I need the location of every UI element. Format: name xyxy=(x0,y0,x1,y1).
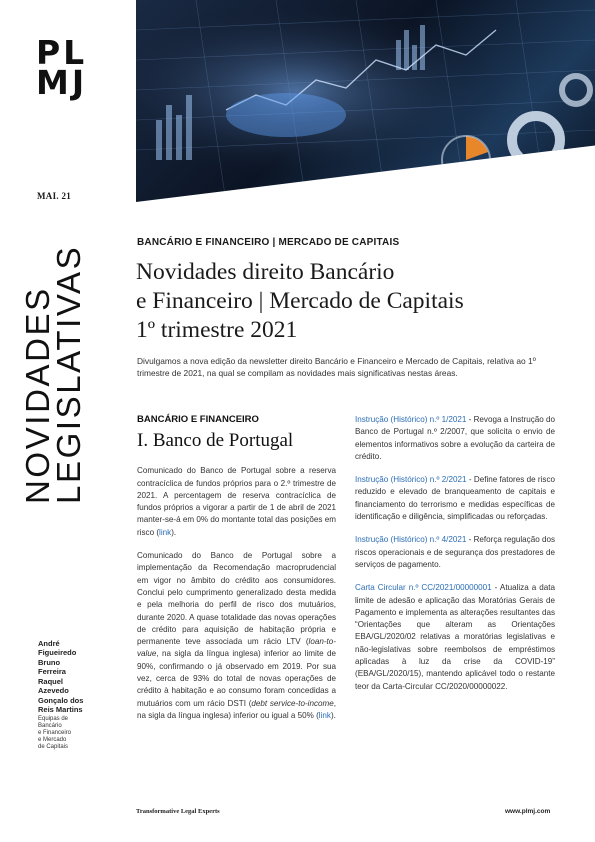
footer-tagline: Transformative Legal Experts xyxy=(136,808,220,815)
title-line: e Financeiro | Mercado de Capitais xyxy=(136,288,464,314)
left-column xyxy=(137,414,336,733)
list-item xyxy=(355,534,555,571)
title-line: Novidades direito Bancário xyxy=(136,259,395,285)
section-heading: I. Banco de Portugal xyxy=(137,430,294,452)
list-item xyxy=(355,474,555,523)
paragraph-text: , na sigla da língua inglesa) inferior ou igual a 50% ( xyxy=(137,698,336,720)
author xyxy=(38,640,108,657)
logo-bottom: MJ xyxy=(36,63,88,102)
author-last: Figueiredo xyxy=(38,647,77,657)
author xyxy=(38,697,108,714)
team-line: Equipas de xyxy=(38,716,69,722)
authors-list xyxy=(38,640,108,751)
author-first: Gonçalo dos xyxy=(38,696,84,705)
plmj-logo xyxy=(36,33,106,102)
item-text: - Revoga a Instrução do Banco de Portugal n.º 2/2007, que solicita o envio de elementos informativos sobre a evolução da carteira de crédito. xyxy=(355,415,556,461)
team-line: e Financeiro xyxy=(38,730,72,736)
team-line: Bancário xyxy=(38,723,62,729)
paragraph-text: ). xyxy=(330,710,336,720)
author-last: Ferreira xyxy=(38,666,66,676)
author xyxy=(38,678,108,695)
author-last: Reis Martins xyxy=(38,704,83,714)
instruction-link[interactable]: Instrução (Histórico) n.º 1/2021 xyxy=(355,415,467,424)
term-italic: debt service-to-income xyxy=(251,698,334,708)
intro-paragraph: Divulgamos a nova edição da newsletter direito Bancário e Financeiro e Mercado de Capitais, relativa ao 1º trimestre de 2021, na qual se compilam as novidades mais significativas nestas áreas. xyxy=(137,356,536,378)
paragraph-link[interactable]: link xyxy=(318,710,331,720)
item-text: - Reforça regulação dos riscos operacionais e de segurança dos prestadores de serviços de pagamento. xyxy=(355,535,556,569)
item-text: - Atualiza a data limite de adesão e aplicação das Moratórias Gerais de Pagamento e implementa as alterações resultantes das “Orientações que alteram as Orientações EBA/GL/2020/02 relativas a moratórias legislativas e não-legislativas sobre reembolsos de empréstimos aplicadas à luz da crise da COVID-19” (EBA/GL/2020/15), mantendo aplicável todo o restante teor da Carta-Circular CC/2020/00000022. xyxy=(355,583,555,691)
subsection-label: BANCÁRIO E FINANCEIRO xyxy=(137,414,259,425)
team-line: e Mercado xyxy=(38,737,67,743)
section-label: BANCÁRIO E FINANCEIRO | MERCADO DE CAPITAIS xyxy=(137,237,400,248)
author-first: Raquel xyxy=(38,677,64,686)
paragraph-text: , na sigla da língua inglesa) inferior ao limite de 90%, confirmando o já observado em 2019. Por sua vez, cerca de 93% do total de novas operações de crédito à habitação e ao consumo foram concedidas a mutuários com um rácio DSTI ( xyxy=(137,649,336,708)
paragraph xyxy=(137,550,336,722)
author-first: André xyxy=(38,639,60,648)
instruction-link[interactable]: Instrução (Histórico) n.º 4/2021 xyxy=(355,535,467,545)
circular-link[interactable]: Carta Circular n.º CC/2021/00000001 xyxy=(355,583,492,593)
hero-graphic xyxy=(136,0,595,202)
vertical-title-line2: LEGISLATIVAS xyxy=(50,244,87,504)
paragraph-link[interactable]: link xyxy=(159,527,172,537)
vertical-title-line1: NOVIDADES xyxy=(19,286,56,504)
team-line: de Capitais xyxy=(38,744,69,750)
team-label xyxy=(38,716,108,751)
term-italic: loan-to-value xyxy=(137,637,336,659)
vertical-title xyxy=(19,204,87,504)
list-item xyxy=(355,582,555,693)
paragraph-text: Comunicado do Banco de Portugal sobre a reserva contracíclica de fundos próprios para o 2.º trimestre de 2021. A percentagem de reserva contracíclica de fundos próprios a vigorar a partir de 1 de abril de 2021 manter-se-á em 0% do montante total das posições em risco ( xyxy=(137,466,336,537)
logo-top: PL xyxy=(36,33,88,72)
hero-image xyxy=(136,0,595,202)
paragraph-text: Comunicado do Banco de Portugal sobre a implementação da Recomendação macroprudencial em vigor no âmbito do crédito aos consumidores. Conclui pelo cumprimento generalizado desta medida e pela melhoria do perfil de risco dos mutuários, durante 2020. A quase totalidade das novas operações de crédito para aquisição de habitação própria e permanente teve associada um rácio LTV ( xyxy=(137,551,336,647)
title-line: 1º trimestre 2021 xyxy=(136,317,298,343)
instruction-link[interactable]: Instrução (Histórico) n.º 2/2021 xyxy=(355,475,467,485)
issue-date: MAI. 21 xyxy=(37,191,72,201)
author-last: Azevedo xyxy=(38,685,69,695)
list-item xyxy=(355,414,555,463)
paragraph xyxy=(137,465,336,539)
author-first: Bruno xyxy=(38,658,61,667)
item-text: - Define fatores de risco reduzido e elevado de branqueamento de capitais e financiamento do terrorismo e medidas específicas de identificação e diligência, simplificadas ou reforçadas. xyxy=(355,475,555,522)
paragraph-text: ). xyxy=(171,527,177,537)
author xyxy=(38,659,108,676)
page-title xyxy=(136,258,556,345)
footer-website-link[interactable]: www.plmj.com xyxy=(505,808,551,815)
right-column xyxy=(355,414,555,704)
